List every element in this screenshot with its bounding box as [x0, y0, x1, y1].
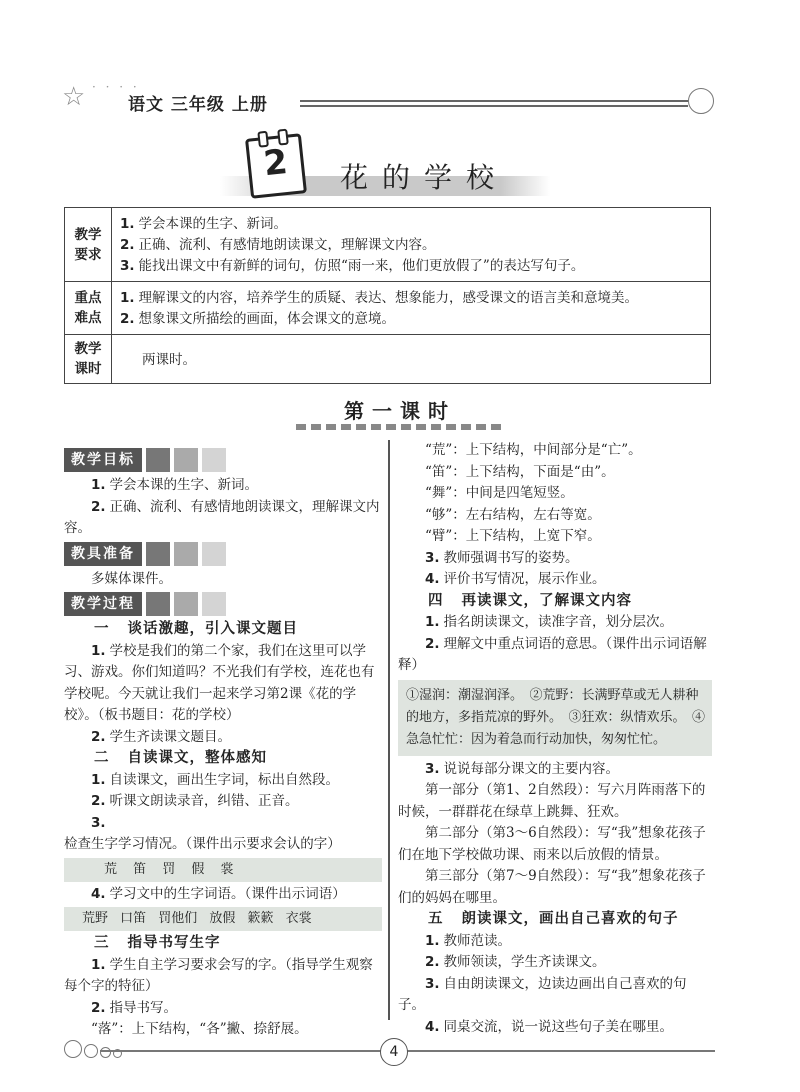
step-heading: 五 朗读课文，画出自己喜欢的句子 — [428, 911, 679, 927]
tag-teaching-tools: 教具准备 — [64, 542, 382, 566]
row-content: 1. 学会本课的生字、新词。 2. 正确、流利、有感情地朗读课文，理解课文内容。 3. 能找出课文中有新鲜的词句，仿照“雨一来，他们更放假了”的表达写句子。 — [112, 208, 711, 282]
dots-decoration: · · · · — [92, 80, 140, 94]
row-label: 重点 难点 — [65, 282, 112, 335]
step-heading: 三 指导书写生字 — [94, 935, 221, 951]
new-words-bar: 荒野 口笛 罚他们 放假 簌簌 衣裳 — [64, 907, 382, 931]
step-heading: 二 自读课文，整体感知 — [94, 750, 267, 766]
header-rule — [300, 100, 688, 108]
calendar-icon — [245, 133, 307, 199]
table-row — [65, 335, 711, 384]
book-title: 语文 三年级 上册 — [128, 95, 268, 115]
step-heading: 一 谈话激趣，引入课文题目 — [94, 621, 298, 637]
right-column: “荒”：上下结构，中间部分是“亡”。 “笛”：上下结构，下面是“由”。 “舞”：中间是四笔短竖。 “够”：左右结构，左右等宽。 “臂”：上下结构，上宽下窄。 3. 教师强调书写的姿势。 4. 评价书写情况，展示作业。 四 再读课文，了解课文内容 1. 指名朗读课文，读准字音，划分层次。 2. 理解文中重点词语的意思。（课件出示词语解释） ①湿润：潮湿润泽。 ②荒野：长满野草或无人耕种的地方，多指荒凉的野外。 ③狂欢：纵情欢乐。 ④急急忙忙：因为着急而行动加快，匆匆忙忙。 3. 说说每部分课文的主要内容。 第一部分（第1、2自然段）：写六月阵雨落下的时候，一群群花在绿草上跳舞、狂欢。 第二部分（第3～6自然段）：写“我”想象花孩子们在地下学校做功课、雨来以后放假的情景。 第三部分（第7～9自然段）：写“我”想象花孩子们的妈妈在哪里。 五 朗读课文，画出自己喜欢的句子 1. 教师范读。 2. 教师领读，学生齐读课文。 3. 自由朗读课文，边读边画出自己喜欢的句子。 4. 同桌交流，说一说这些句子美在哪里。 — [398, 440, 712, 1038]
row-content: 两课时。 — [112, 335, 711, 384]
column-divider — [388, 440, 390, 1020]
row-label: 教学 要求 — [65, 208, 112, 282]
table-row — [65, 208, 711, 282]
page-number: 4 — [380, 1038, 408, 1066]
new-characters-bar: 荒 笛 罚 假 裳 — [64, 858, 382, 882]
circle-decoration-icon — [688, 88, 714, 114]
table-row — [65, 282, 711, 335]
requirements-table — [64, 207, 711, 384]
section-title: 第一课时 — [344, 399, 456, 423]
row-content: 1. 理解课文的内容，培养学生的质疑、表达、想象能力，感受课文的语言美和意境美。 2. 想象课文所描绘的画面，体会课文的意境。 — [112, 282, 711, 335]
lesson-number: 2 — [261, 141, 290, 185]
star-decoration-icon: ☆ — [62, 82, 86, 112]
row-label: 教学 课时 — [65, 335, 112, 384]
section-title-underline — [296, 424, 504, 430]
lesson-title: 花的学校 — [340, 161, 509, 194]
left-column: 教学目标 1. 学会本课的生字、新词。 2. 正确、流利、有感情地朗读课文，理解课文内容。 教具准备 多媒体课件。 教学过程 一 谈话激趣，引入课文题目 1. 学校是我们的第二个家，我们在这里可以学习、游戏。你们知道吗？不光我们有学校，连花也有学校呢。今天就让我们一起来学习第2课《花的学校》。（板书题目：花的学校） 2. 学生齐读课文题目。 二 自读课文，整体感知 1. 自读课文，画出生字词，标出自然段。 2. 听课文朗读录音，纠错、正音。 3.检查生字学习情况。（课件出示要求会认的字） 荒 笛 罚 假 裳 4. 学习文中的生字词语。（课件出示词语） 荒野 口笛 罚他们 放假 簌簌 衣裳 三 指导书写生字 1. 学生自主学习要求会写的字。（指导学生观察每个字的特征） 2. 指导书写。 “落”：上下结构，“各”撇、捺舒展。 — [64, 446, 382, 1041]
step-heading: 四 再读课文，了解课文内容 — [428, 592, 632, 609]
word-explanation-box: ①湿润：潮湿润泽。 ②荒野：长满野草或无人耕种的地方，多指荒凉的野外。 ③狂欢：纵情欢乐。 ④急急忙忙：因为着急而行动加快，匆匆忙忙。 — [398, 680, 712, 756]
tag-teaching-goals: 教学目标 — [64, 448, 382, 472]
tag-teaching-process: 教学过程 — [64, 592, 382, 616]
